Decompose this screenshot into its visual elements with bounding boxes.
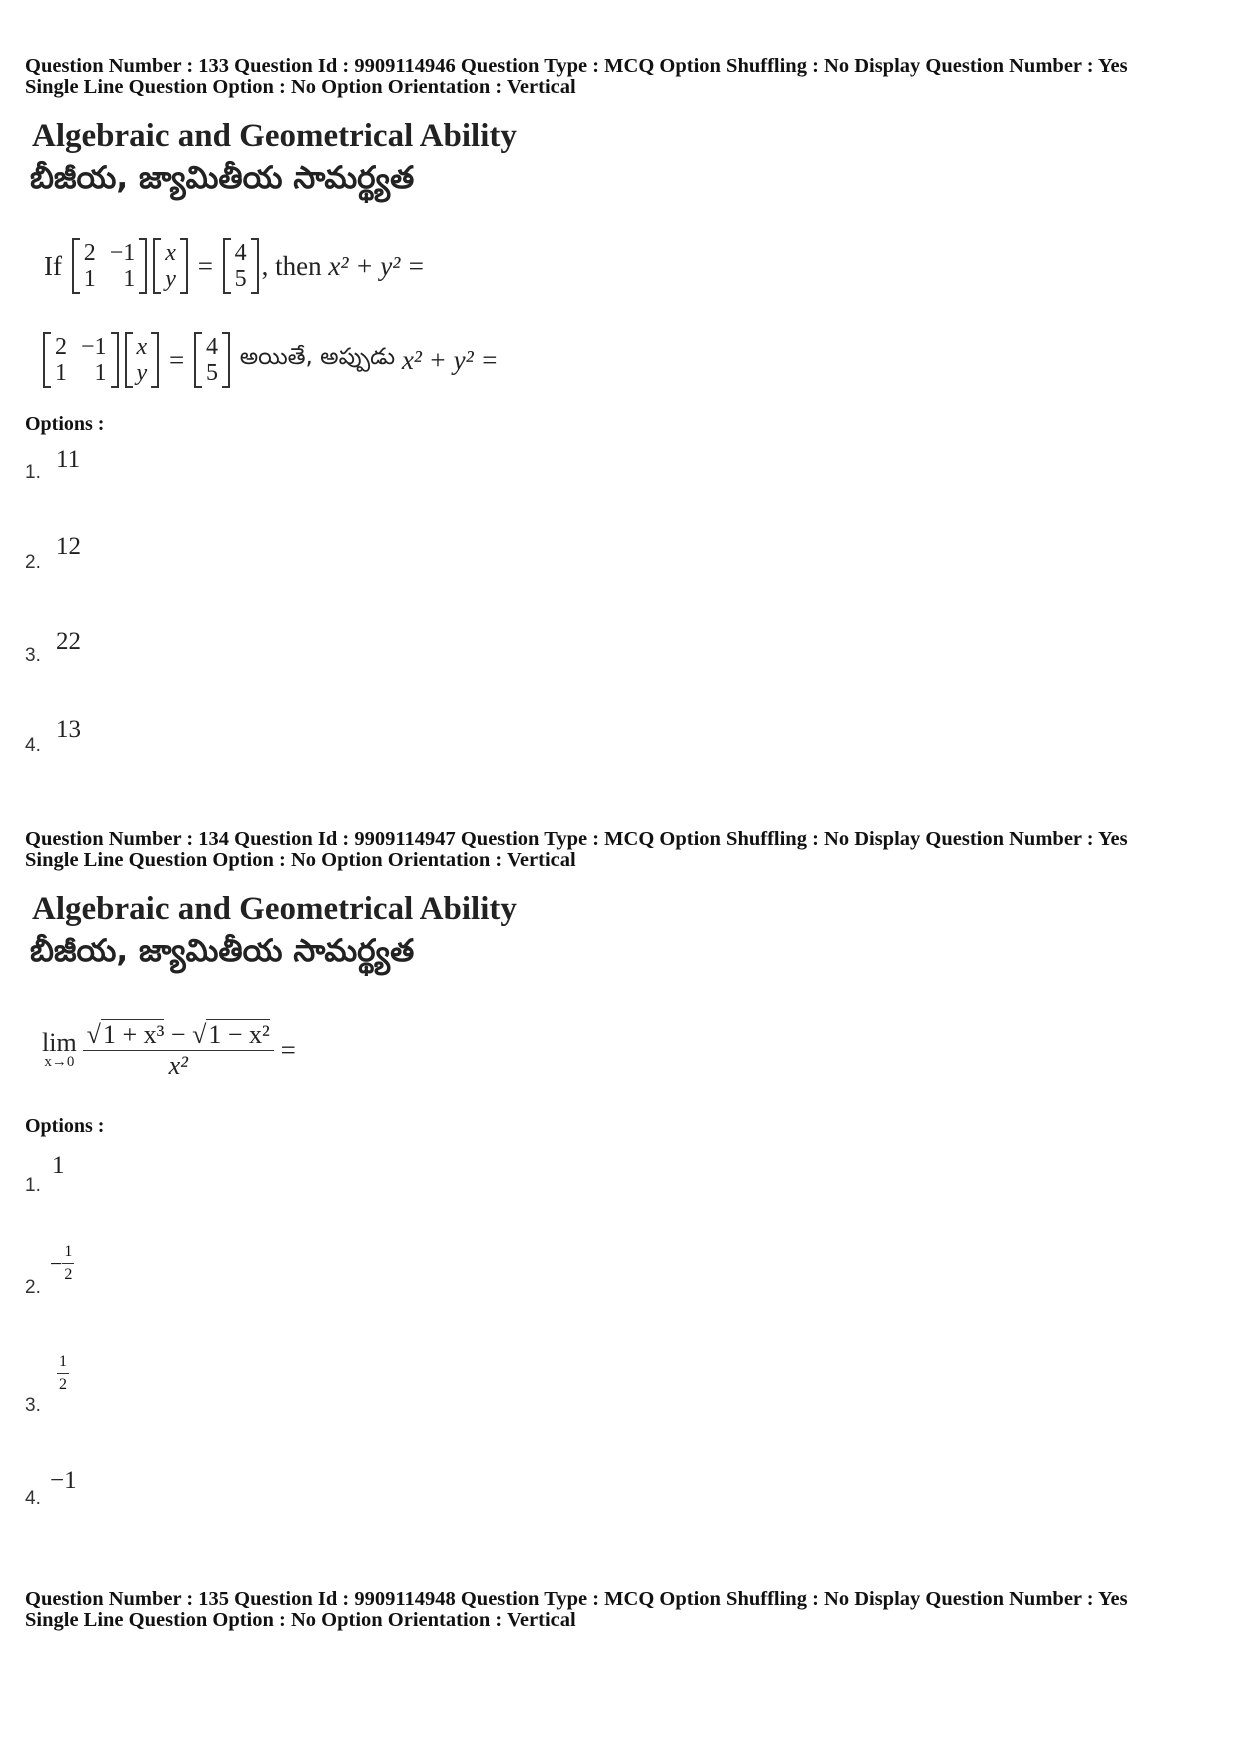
q133-meta-line1: Question Number : 133 Question Id : 9909114946 Question Type : MCQ Option Shuffling : No Display Question Number : Yes	[25, 55, 1128, 77]
fraction-numerator: 1	[64, 1243, 73, 1260]
lim-text: lim	[42, 1028, 77, 1057]
option-number: 1.	[25, 1175, 41, 1196]
fraction-denominator: 2	[59, 1376, 67, 1393]
vector-cell: y	[136, 360, 148, 386]
q133-meta-line2: Single Line Question Option : No Option Orientation : Vertical	[25, 76, 576, 98]
q134-section-title: Algebraic and Geometrical Ability	[32, 891, 517, 927]
matrix-cell: 1	[83, 266, 96, 292]
vector-cell: 4	[234, 240, 247, 266]
q134-limit	[42, 1028, 77, 1070]
fraction-denominator: 2	[64, 1266, 73, 1283]
vector-cell: 5	[234, 266, 247, 292]
vector-cell: x	[136, 334, 148, 360]
lim-subscript: x→0	[44, 1054, 75, 1070]
matrix-cell: 1	[94, 360, 107, 386]
q133-question-te: 2 −1 1 1 x y = 4 5 అయితే, అప్పుడు x² + y² =	[40, 332, 499, 388]
minus-sign: −	[164, 1020, 193, 1049]
q134-section-title-telugu: బీజీయ, జ్యామితీయ సామర్థ్యత	[30, 933, 415, 969]
matrix-cell: 2	[55, 334, 67, 360]
matrix-cell: −1	[109, 240, 136, 266]
q133-expression-te: x² + y² =	[401, 344, 499, 375]
matrix-cell: −1	[81, 334, 107, 360]
fraction	[57, 1353, 69, 1394]
q133-section-title: Algebraic and Geometrical Ability	[32, 118, 517, 154]
option-number: 3.	[25, 645, 41, 666]
matrix-cell: 1	[123, 266, 136, 292]
q135-meta-line2: Single Line Question Option : No Option Orientation : Vertical	[25, 1609, 576, 1631]
q134-meta-line1: Question Number : 134 Question Id : 9909114947 Question Type : MCQ Option Shuffling : No Display Question Number : Yes	[25, 828, 1128, 850]
q133-vector-xy	[153, 238, 188, 294]
q134-options-label: Options :	[25, 1115, 105, 1137]
vector-cell: 4	[205, 334, 218, 360]
option-number: 3.	[25, 1395, 41, 1416]
negative-sign: −	[50, 1250, 63, 1276]
vector-cell: 5	[205, 360, 218, 386]
q133-then-text: , then	[261, 250, 322, 281]
option-number: 4.	[25, 735, 41, 756]
option-number: 1.	[25, 462, 41, 483]
q133-telugu-suffix: అయితే, అప్పుడు	[239, 344, 396, 370]
option-value	[50, 1243, 74, 1284]
option-value: 11	[56, 446, 81, 473]
sqrt-term-b: 1 − x²	[208, 1020, 270, 1049]
q133-question-en: If 2 −1 1 1 x y = 4 5 , then x² + y² =	[44, 240, 426, 292]
q134-meta-line2: Single Line Question Option : No Option Orientation : Vertical	[25, 849, 576, 871]
option-number: 2.	[25, 1277, 41, 1298]
option-value: −1	[50, 1467, 77, 1494]
q134-numerator: √1 + x³ − √1 − x²	[86, 1020, 270, 1049]
fraction	[62, 1243, 74, 1284]
q134-denominator: x²	[168, 1051, 188, 1080]
q133-vector-rhs-te	[194, 332, 230, 388]
q133-expression: x² + y² =	[328, 250, 426, 281]
matrix-cell: 2	[83, 240, 96, 266]
option-value: 1	[52, 1152, 65, 1179]
option-value: 22	[56, 628, 81, 655]
q134-question	[42, 1020, 296, 1081]
q133-matrix-a	[72, 238, 148, 294]
q133-matrix-a-te	[43, 332, 119, 388]
q133-if-text: If	[44, 250, 62, 281]
matrix-cell: 1	[55, 360, 67, 386]
vector-cell: x	[165, 240, 176, 266]
q133-section-title-telugu: బీజీయ, జ్యామితీయ సామర్థ్యత	[30, 160, 415, 196]
q135-meta-line1: Question Number : 135 Question Id : 9909114948 Question Type : MCQ Option Shuffling : No Display Question Number : Yes	[25, 1588, 1128, 1610]
q134-fraction	[83, 1020, 274, 1081]
option-value	[57, 1353, 69, 1394]
option-value: 12	[56, 533, 81, 560]
q133-vector-rhs	[223, 238, 259, 294]
option-value: 13	[56, 716, 81, 743]
fraction-numerator: 1	[59, 1353, 67, 1370]
vector-cell: y	[165, 266, 176, 292]
sqrt-term-a: 1 + x³	[102, 1020, 165, 1049]
equals-sign: =	[280, 1035, 296, 1065]
option-number: 2.	[25, 552, 41, 573]
q133-options-label: Options :	[25, 413, 105, 435]
q133-vector-xy-te	[125, 332, 160, 388]
option-number: 4.	[25, 1488, 41, 1509]
